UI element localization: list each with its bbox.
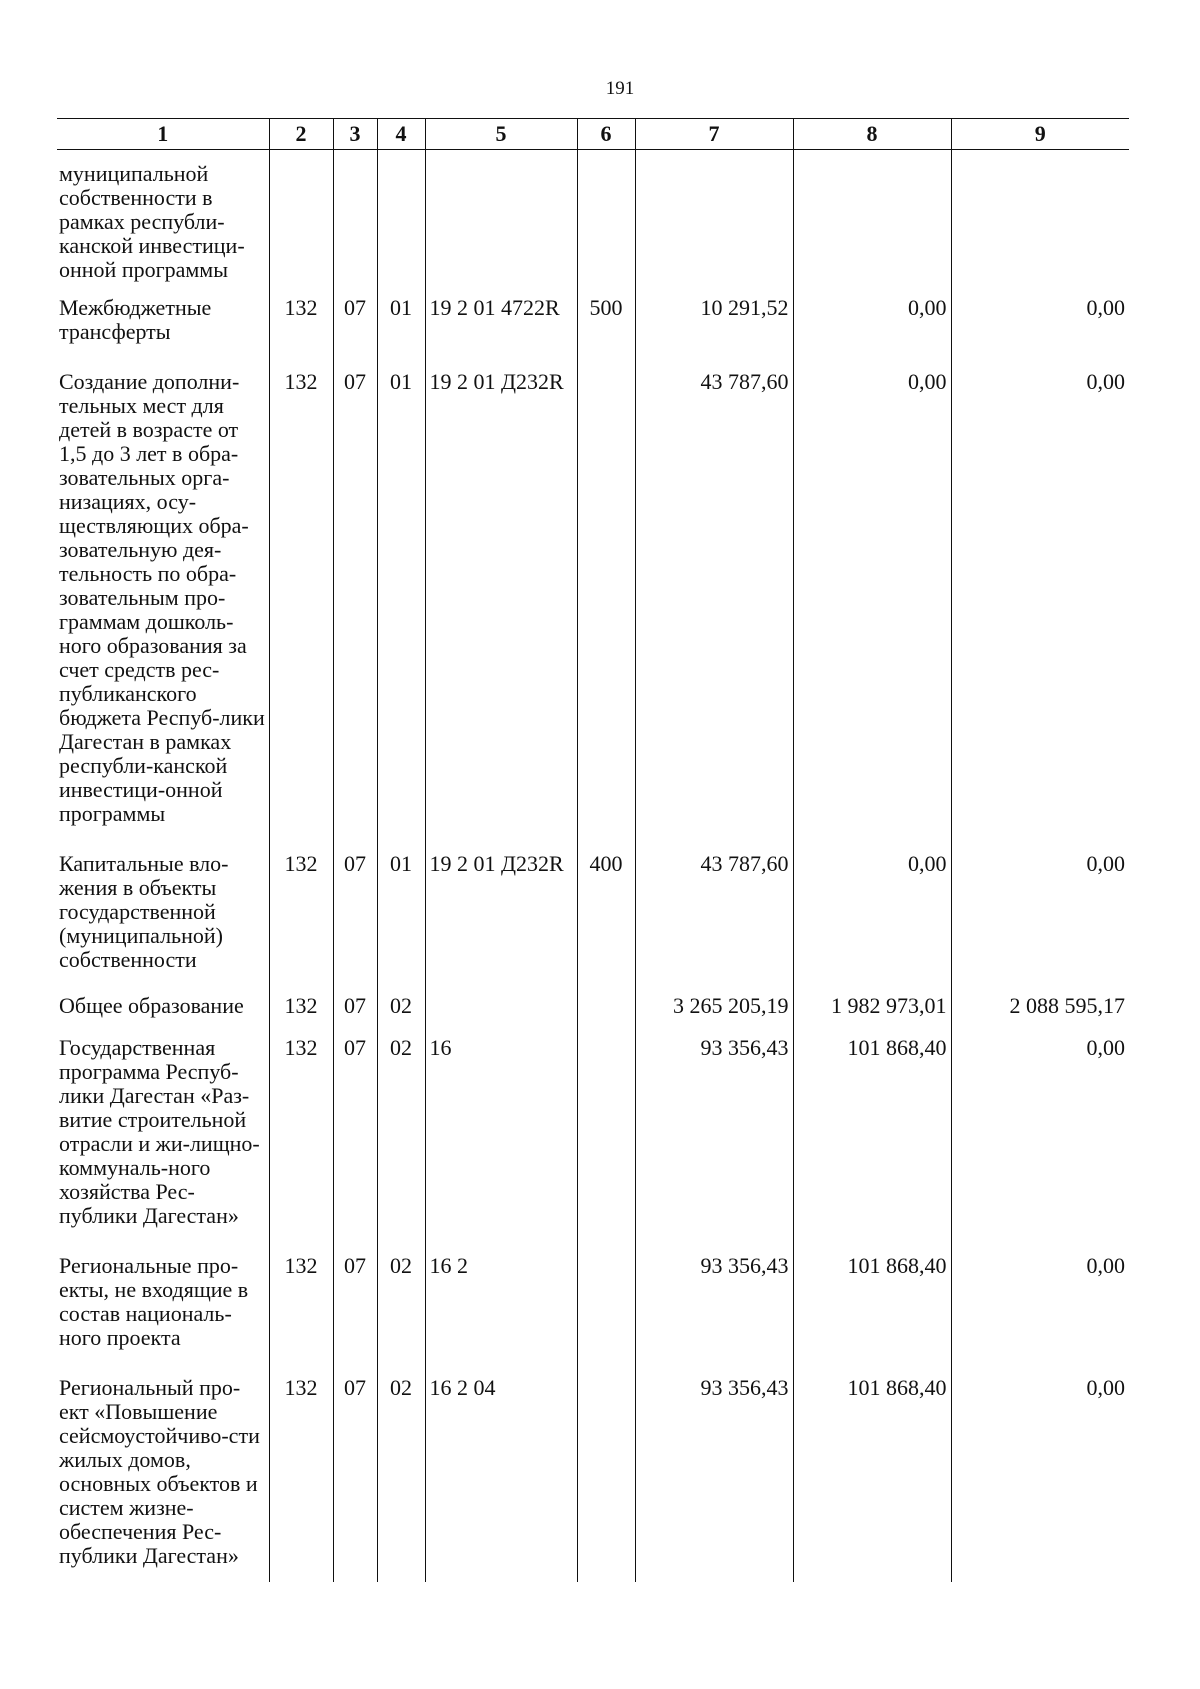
row-name: Региональный про-ект «Повышение сейсмоустойчиво-сти жилых домов, основных объектов и систем жизне-обеспечения Рес-публики Дагестан» [59, 1375, 260, 1568]
cell-c5: 19 2 01 Д232R [425, 838, 577, 984]
cell-c6: 400 [577, 838, 635, 984]
table-row [57, 1022, 1129, 1240]
cell-c3: 07 [333, 282, 377, 356]
cell-c3: 07 [333, 1240, 377, 1362]
cell-c6 [577, 356, 635, 838]
cell-c6 [577, 984, 635, 1022]
table-row [57, 838, 1129, 984]
row-name: Региональные про-екты, не входящие в состав националь-ного проекта [59, 1253, 249, 1350]
header-cell-3: 3 [333, 119, 377, 150]
cell-c9 [951, 150, 1129, 283]
cell-c9: 0,00 [951, 1362, 1129, 1582]
cell-c5 [425, 984, 577, 1022]
cell-c2: 132 [269, 984, 333, 1022]
cell-c8: 1 982 973,01 [793, 984, 951, 1022]
cell-c2: 132 [269, 838, 333, 984]
cell-c2: 132 [269, 1240, 333, 1362]
page-number: 191 [605, 78, 635, 99]
header-cell-8: 8 [793, 119, 951, 150]
header-cell-5: 5 [425, 119, 577, 150]
cell-c9: 0,00 [951, 356, 1129, 838]
cell-c8: 101 868,40 [793, 1022, 951, 1240]
header-cell-2: 2 [269, 119, 333, 150]
cell-c3: 07 [333, 984, 377, 1022]
cell-c4: 01 [377, 356, 425, 838]
header-cell-4: 4 [377, 119, 425, 150]
header-cell-9: 9 [951, 119, 1129, 150]
cell-c5: 19 2 01 Д232R [425, 356, 577, 838]
budget-table-container [57, 118, 1129, 1582]
cell-c5: 16 2 04 [425, 1362, 577, 1582]
cell-c3: 07 [333, 1022, 377, 1240]
table-row [57, 282, 1129, 356]
header-row [57, 119, 1129, 150]
cell-c6 [577, 150, 635, 283]
cell-c9: 0,00 [951, 282, 1129, 356]
cell-c6 [577, 1240, 635, 1362]
cell-c8: 0,00 [793, 356, 951, 838]
row-name: Государственная программа Респуб-лики Дагестан «Раз-витие строительной отрасли и жи-лищно-коммуналь-ного хозяйства Рес-публики Дагестан» [59, 1035, 260, 1228]
cell-c5: 16 2 [425, 1240, 577, 1362]
cell-c8: 0,00 [793, 838, 951, 984]
cell-c7: 93 356,43 [635, 1362, 793, 1582]
table-row [57, 150, 1129, 283]
row-name: Создание дополни-тельных мест для детей в возрасте от 1,5 до 3 лет в обра-зовательных орга-низациях, осу-ществляющих обра-зовательную дея-тельность по обра-зовательным про-граммам дошколь-ного образования за счет средств рес-публиканского бюджета Респуб-лики Дагестан в рамках республи-канской инвестици-онной программы [59, 369, 265, 826]
cell-c5 [425, 150, 577, 283]
cell-c4: 02 [377, 1240, 425, 1362]
cell-c4: 02 [377, 1022, 425, 1240]
cell-c9: 0,00 [951, 1240, 1129, 1362]
header-cell-6: 6 [577, 119, 635, 150]
cell-c3: 07 [333, 356, 377, 838]
cell-c7: 3 265 205,19 [635, 984, 793, 1022]
cell-c2 [269, 150, 333, 283]
cell-c2: 132 [269, 356, 333, 838]
table-row [57, 984, 1129, 1022]
cell-c8: 101 868,40 [793, 1240, 951, 1362]
cell-c5: 16 [425, 1022, 577, 1240]
cell-c8 [793, 150, 951, 283]
cell-c4 [377, 150, 425, 283]
row-name: Капитальные вло-жения в объекты государственной (муниципальной) собственности [59, 851, 229, 972]
header-cell-7: 7 [635, 119, 793, 150]
cell-c8: 0,00 [793, 282, 951, 356]
cell-c6 [577, 1362, 635, 1582]
row-name: Межбюджетные трансферты [59, 295, 212, 344]
cell-c6 [577, 1022, 635, 1240]
cell-c4: 01 [377, 282, 425, 356]
cell-c2: 132 [269, 1362, 333, 1582]
cell-c7: 10 291,52 [635, 282, 793, 356]
table-row [57, 1240, 1129, 1362]
cell-c9: 0,00 [951, 838, 1129, 984]
cell-c2: 132 [269, 282, 333, 356]
row-name: муниципальной собственности в рамках республи-канской инвестици-онной программы [59, 161, 245, 282]
cell-c5: 19 2 01 4722R [425, 282, 577, 356]
cell-c9: 0,00 [951, 1022, 1129, 1240]
table-row [57, 1362, 1129, 1582]
cell-c3: 07 [333, 1362, 377, 1582]
budget-table [57, 118, 1129, 1582]
cell-c7: 93 356,43 [635, 1240, 793, 1362]
cell-c7: 43 787,60 [635, 838, 793, 984]
table-row [57, 356, 1129, 838]
cell-c3: 07 [333, 838, 377, 984]
row-name: Общее образование [59, 993, 244, 1018]
cell-c6: 500 [577, 282, 635, 356]
header-cell-1: 1 [57, 119, 269, 150]
cell-c4: 02 [377, 984, 425, 1022]
cell-c7: 93 356,43 [635, 1022, 793, 1240]
cell-c7: 43 787,60 [635, 356, 793, 838]
cell-c8: 101 868,40 [793, 1362, 951, 1582]
cell-c3 [333, 150, 377, 283]
cell-c4: 02 [377, 1362, 425, 1582]
cell-c2: 132 [269, 1022, 333, 1240]
cell-c4: 01 [377, 838, 425, 984]
cell-c9: 2 088 595,17 [951, 984, 1129, 1022]
cell-c7 [635, 150, 793, 283]
